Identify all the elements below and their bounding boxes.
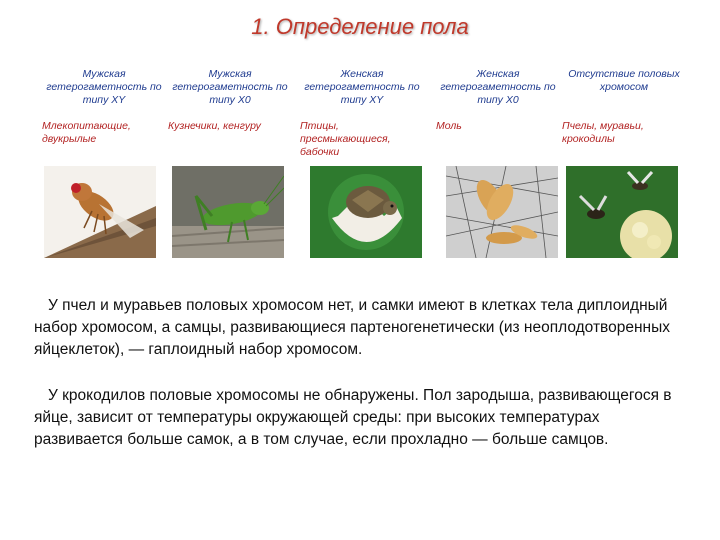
column-male-x0 — [164, 68, 296, 162]
column-examples: Млекопитающие, двукрылые — [42, 120, 131, 145]
paragraph-crocodiles: У крокодилов половые хромосомы не обнаружены. Пол зародыша, развивающегося в яйце, зависит от температуры окружающей среды: при высоких температурах развивается больше самок, а в том случае, если прохладно — больше самцов. — [34, 387, 672, 448]
column-examples: Кузнечики, кенгуру — [168, 120, 261, 132]
column-female-x0 — [432, 68, 564, 162]
column-type-label: Мужская гетерогаметность по типу XY — [46, 68, 162, 106]
column-examples: Пчелы, муравьи, крокодилы — [562, 120, 644, 145]
fruit-fly-photo — [44, 166, 156, 258]
column-type-label: Мужская гетерогаметность по типу X0 — [172, 68, 288, 106]
moths-photo — [446, 166, 558, 258]
column-type-label: Женская гетерогаметность по типу X0 — [440, 68, 556, 106]
column-female-xy — [296, 68, 428, 162]
column-examples: Моль — [436, 120, 462, 132]
column-no-sex-chromosomes — [558, 68, 690, 162]
hatching-turtle-photo — [310, 166, 422, 258]
column-male-xy — [38, 68, 170, 162]
column-type-label: Женская гетерогаметность по типу XY — [304, 68, 420, 106]
slide-title: 1. Определение пола — [251, 14, 469, 39]
paragraph-bees-ants: У пчел и муравьев половых хромосом нет, и самки имеют в клетках тела диплоидный набор хромосом, а самцы, развивающиеся партеногенетически (из неоплодотворенных яйцеклеток), — гаплоидный набор хромосом. — [34, 297, 670, 358]
column-type-label: Отсутствие половых хромосом — [568, 68, 680, 93]
column-examples: Птицы, пресмыкающиеся, бабочки — [300, 120, 391, 158]
flies-on-flower-photo — [566, 166, 678, 258]
grasshopper-photo — [172, 166, 284, 258]
